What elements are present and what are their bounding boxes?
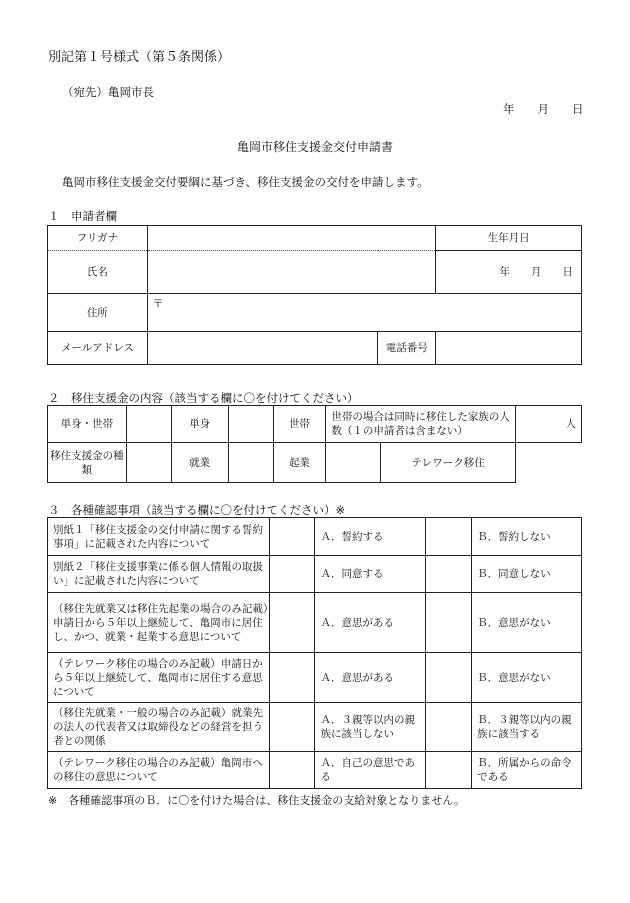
startup-mark-cell[interactable] [228,443,273,483]
option-a-mark-cell[interactable] [269,752,315,789]
support-content-table [47,405,582,483]
submission-date: 年 月 日 [503,102,584,116]
employment-mark-cell[interactable] [126,443,171,483]
confirmation-item: （移住先就業又は移住先起業の場合のみ記載）申請日から５年以上継続して、亀岡市に居住し、かつ、就業・起業する意思について [48,593,270,653]
address-field[interactable] [147,294,581,332]
confirmation-row [48,556,582,593]
confirmation-row [48,593,582,653]
option-a-label: Ａ．意思がある [315,593,426,653]
option-a-label: Ａ．自己の意思である [315,752,426,789]
persons-unit: 人 [565,418,576,430]
family-count-field[interactable] [516,406,582,443]
name-label: 氏名 [48,251,148,294]
option-a-mark-cell[interactable] [269,518,315,556]
document-title: 亀岡市移住支援金交付申請書 [236,140,393,154]
household-mark-cell[interactable] [228,406,273,443]
family-count-note: 世帯の場合は同時に移住した家族の人数（１の申請者は含まない） [326,406,516,443]
support-kind-label: 移住支援金の種類 [48,443,127,483]
furigana-field[interactable] [147,226,435,251]
applicant-table [47,225,582,365]
footnote: ※ 各種確認事項のＢ．に〇を付けた場合は、移住支援金の支給対象となりません。 [48,794,465,807]
confirmation-row [48,703,582,752]
option-b-label: Ｂ．３親等以内の親族に該当する [472,703,582,752]
birthdate-label: 生年月日 [436,226,582,251]
option-b-mark-cell[interactable] [426,593,472,653]
option-b-mark-cell[interactable] [426,752,472,789]
household-label: 世帯 [273,406,326,443]
option-b-mark-cell[interactable] [426,518,472,556]
telework-mark-cell[interactable] [326,443,381,483]
phone-label: 電話番号 [378,332,436,365]
name-field[interactable] [147,251,435,294]
option-a-label: Ａ．意思がある [315,653,426,703]
option-b-label: Ｂ．同意しない [472,556,582,593]
confirmation-row [48,518,582,556]
option-a-mark-cell[interactable] [269,593,315,653]
section3-heading: ３ 各種確認事項（該当する欄に〇を付けてください）※ [48,503,346,517]
option-a-mark-cell[interactable] [269,653,315,703]
email-field[interactable] [147,332,378,365]
email-label: メールアドレス [48,332,148,365]
option-a-label: Ａ．誓約する [315,518,426,556]
postal-mark: 〒 [152,298,164,310]
intro-text: 亀岡市移住支援金交付要綱に基づき、移住支援金の交付を申請します。 [62,175,429,189]
option-a-mark-cell[interactable] [269,703,315,752]
option-b-label: Ｂ．意思がない [472,653,582,703]
option-b-mark-cell[interactable] [426,556,472,593]
confirmation-item: 別紙１「移住支援金の交付申請に関する誓約事項」に記載された内容について [48,518,270,556]
addressee: （宛先）亀岡市長 [62,85,154,99]
single-label: 単身 [171,406,228,443]
option-b-label: Ｂ．所属からの命令である [472,752,582,789]
confirmation-row [48,752,582,789]
confirmation-row [48,653,582,703]
option-a-mark-cell[interactable] [269,556,315,593]
confirmation-item: 別紙２「移住支援事業に係る個人情報の取扱い」に記載された内容について [48,556,270,593]
furigana-label: フリガナ [48,226,148,251]
telework-label: テレワーク移住 [381,443,516,483]
form-number: 別記第１号様式（第５条関係） [48,50,231,65]
confirmation-item: （テレワーク移住の場合のみ記載）申請日から５年以上継続して、亀岡市に居住する意思について [48,653,270,703]
option-b-mark-cell[interactable] [426,703,472,752]
section1-heading: １ 申請者欄 [48,209,117,223]
phone-field[interactable] [436,332,582,365]
option-a-label: Ａ．３親等以内の親族に該当しない [315,703,426,752]
option-a-label: Ａ．同意する [315,556,426,593]
confirmation-table [47,517,582,789]
confirmation-item: （移住先就業・一般の場合のみ記載）就業先の法人の代表者又は取締役などの経営を担う者との関係 [48,703,270,752]
confirmation-item: （テレワーク移住の場合のみ記載）亀岡市への移住の意思について [48,752,270,789]
option-b-mark-cell[interactable] [426,653,472,703]
employment-label: 就業 [171,443,228,483]
startup-label: 起業 [273,443,326,483]
section2-heading: ２ 移住支援金の内容（該当する欄に〇を付けてください） [48,391,359,405]
option-b-label: Ｂ．意思がない [472,593,582,653]
type-row-label: 単身・世帯 [48,406,127,443]
address-label: 住所 [48,294,148,332]
single-mark-cell[interactable] [126,406,171,443]
option-b-label: Ｂ．誓約しない [472,518,582,556]
birthdate-field[interactable]: 年 月 日 [436,251,582,294]
